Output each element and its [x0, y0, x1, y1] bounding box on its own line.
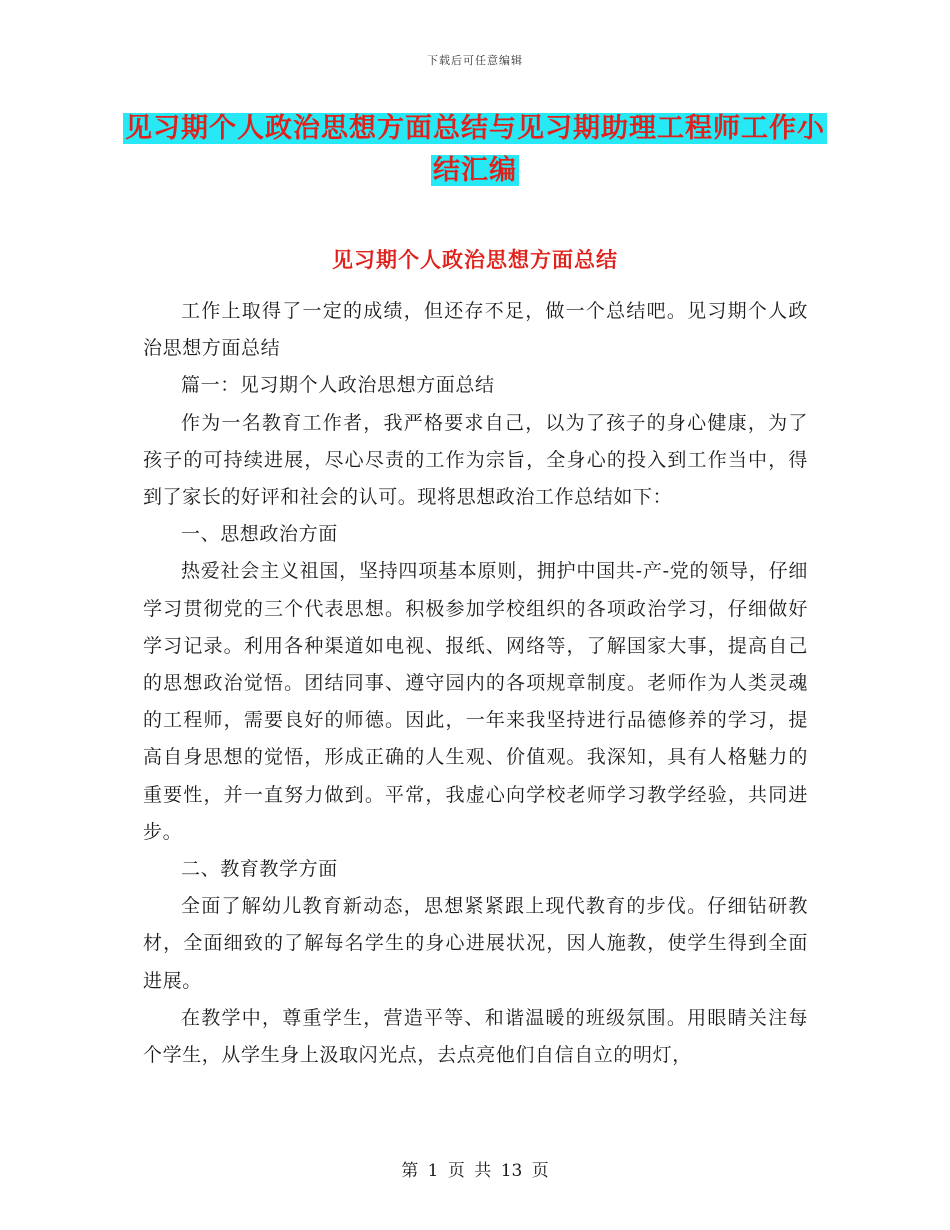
subheading: 二、教育教学方面 [181, 858, 338, 881]
page-number: 第 1 页 共 13 页 [401, 1161, 549, 1181]
document-title-text: 见习期个人政治思想方面总结与见习期助理工程师工作小结汇编 [125, 113, 825, 186]
page-header-note: 下载后可任意编辑 [427, 54, 523, 67]
paragraph: 全面了解幼儿教育新动态，思想紧紧跟上现代教育的步伐。仔细钻研教材，全面细致的了解每名学生的身心进展状况，因人施教，使学生得到全面进展。 [143, 895, 808, 992]
document-body [143, 293, 808, 1074]
paragraph: 作为一名教育工作者，我严格要求自己，以为了孩子的身心健康，为了孩子的可持续进展，尽心尽责的工作为宗旨，全身心的投入到工作当中，得到了家长的好评和社会的认可。现将思想政治工作总结如下： [143, 411, 808, 509]
paragraph: 热爱社会主义祖国，坚持四项基本原则，拥护中国共-产-党的领导，仔细学习贯彻党的三个代表思想。积极参加学校组织的各项政治学习，仔细做好学习记录。利用各种渠道如电视、报纸、网络等，了解国家大事，提高自己的思想政治觉悟。团结同事、遵守园内的各项规章制度。老师作为人类灵魂的工程师，需要良好的师德。因此，一年来我坚持进行品德修养的学习，提高自身思想的觉悟，形成正确的人生观、价值观。我深知，具有人格魅力的重要性，并一直努力做到。平常，我虚心向学校老师学习教学经验，共同进步。 [143, 560, 808, 843]
subheading: 一、思想政治方面 [181, 523, 338, 546]
section-title: 见习期个人政治思想方面总结 [332, 247, 618, 272]
paragraph: 工作上取得了一定的成绩，但还存不足，做一个总结吧。见习期个人政治思想方面总结 [143, 300, 808, 360]
paragraph: 在教学中，尊重学生，营造平等、和谐温暖的班级氛围。用眼睛关注每个学生，从学生身上汲取闪光点，去点亮他们自信自立的明灯， [143, 1006, 808, 1067]
paragraph: 篇一：见习期个人政治思想方面总结 [181, 374, 495, 397]
document-title [120, 108, 830, 192]
